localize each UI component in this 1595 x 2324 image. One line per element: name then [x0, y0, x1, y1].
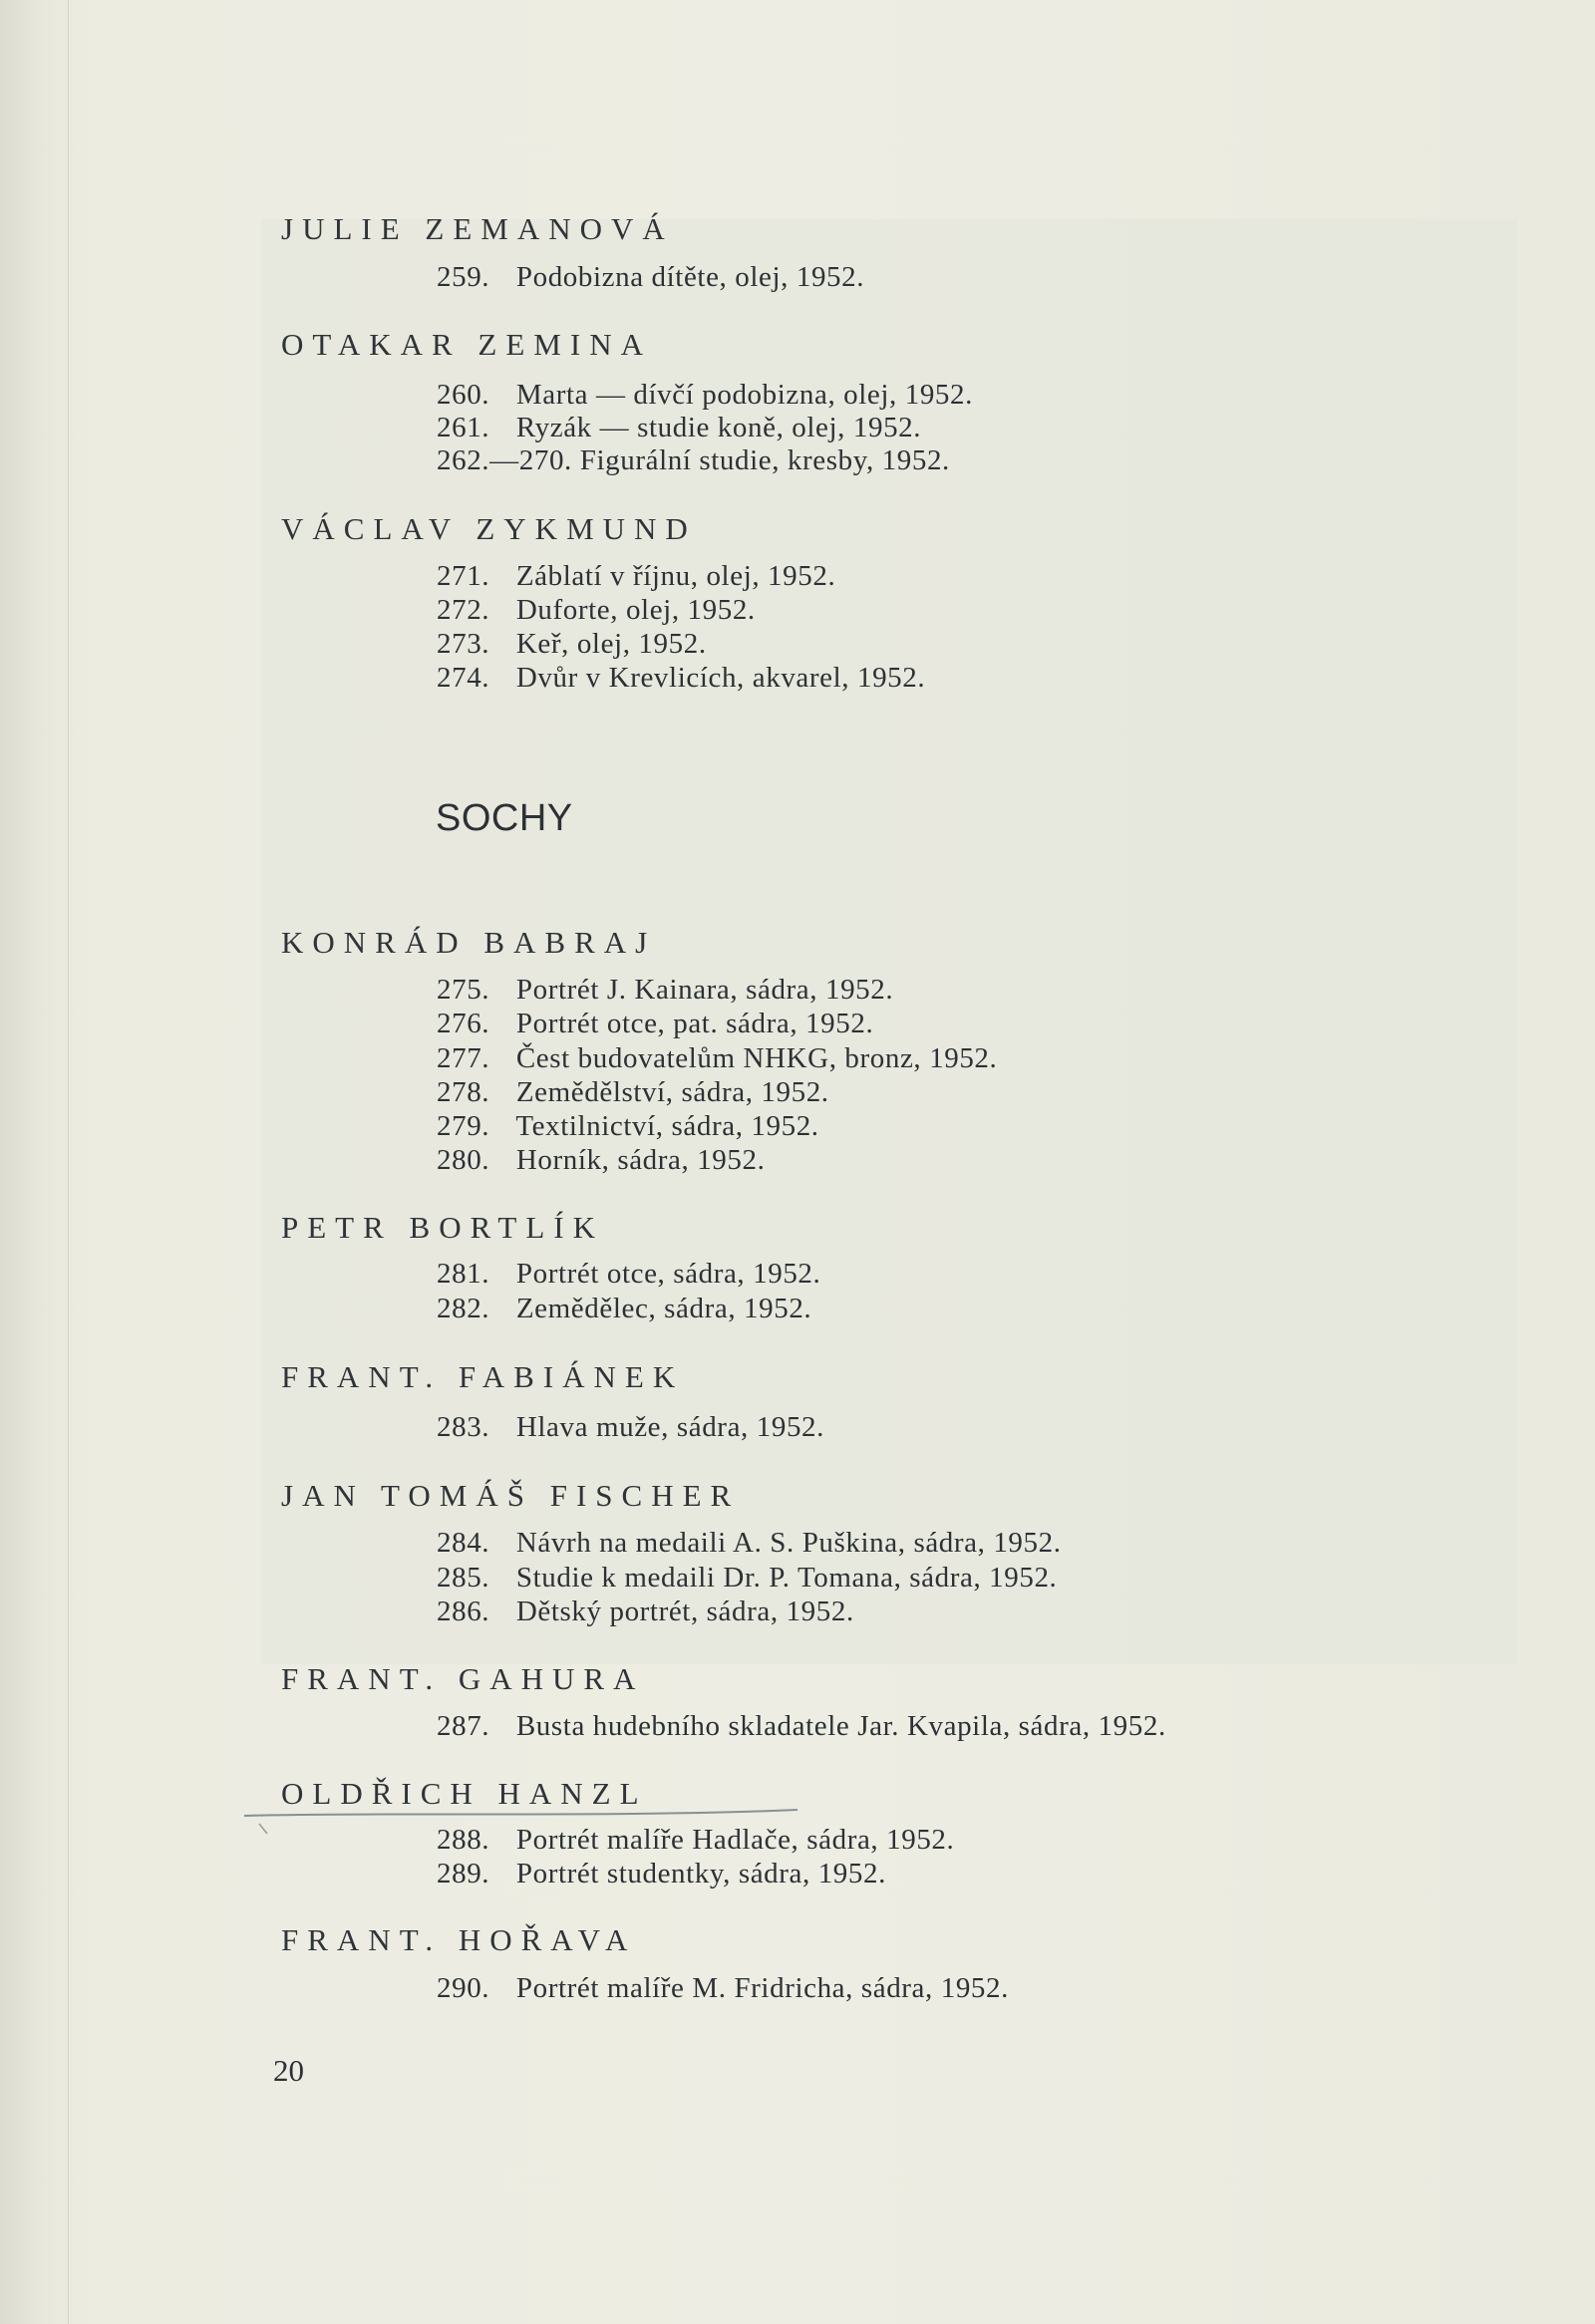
entry-title: Ryzák — studie koně, olej, 1952. [515, 412, 922, 443]
entry-title: Studie k medaili Dr. P. Tomana, sádra, 1952. [515, 1562, 1058, 1594]
entry-number: 280. [437, 1144, 490, 1176]
entry-title: Portrét malíře Hadlače, sádra, 1952. [515, 1824, 955, 1856]
entry-number: 271. [437, 560, 490, 592]
artist-heading: FRANT. HOŘAVA [281, 1922, 637, 1957]
entry-title: Portrét J. Kainara, sádra, 1952. [515, 974, 894, 1006]
entry-number: 272. [437, 594, 490, 626]
artist-heading: OLDŘICH HANZL [281, 1776, 648, 1811]
artist-heading: JULIE ZEMANOVÁ [281, 211, 674, 246]
artist-heading: FRANT. FABIÁNEK [281, 1359, 685, 1394]
entry-number: 281. [437, 1258, 490, 1290]
entry-number: 278. [437, 1076, 490, 1108]
entry-number: 287. [437, 1710, 490, 1742]
entry-number: 282. [437, 1293, 490, 1324]
entry-number: 276. [437, 1008, 490, 1039]
entry-number: 259. [437, 261, 490, 293]
entry-number: 273. [437, 628, 490, 660]
entry-title: Zemědělství, sádra, 1952. [515, 1076, 829, 1108]
artist-heading: OTAKAR ZEMINA [281, 327, 652, 362]
entry-title: Portrét otce, sádra, 1952. [515, 1258, 821, 1290]
entry-title: Duforte, olej, 1952. [515, 594, 756, 626]
entry-title: Záblatí v říjnu, olej, 1952. [515, 560, 836, 592]
artist-heading: PETR BORTLÍK [281, 1210, 605, 1245]
entry-title: Marta — dívčí podobizna, olej, 1952. [515, 379, 973, 411]
entry-number: 260. [437, 379, 490, 411]
entry-title: Portrét otce, pat. sádra, 1952. [515, 1008, 874, 1039]
artist-heading: FRANT. GAHURA [281, 1661, 645, 1696]
entry-number: 289. [437, 1858, 490, 1889]
entry-number: 283. [437, 1411, 490, 1443]
entry-title: Hlava muže, sádra, 1952. [515, 1411, 824, 1443]
entry-number: 277. [437, 1042, 490, 1074]
entry-title: Textilnictví, sádra, 1952. [515, 1110, 819, 1142]
section-title: SOCHY [436, 797, 573, 839]
entry-number: 290. [437, 1972, 490, 2004]
entry-number: 284. [437, 1527, 490, 1559]
entry-number: 262.—270. [437, 444, 572, 476]
artist-heading: VÁCLAV ZYKMUND [281, 511, 697, 546]
entry-title: Keř, olej, 1952. [515, 628, 707, 660]
entry-title: Portrét studentky, sádra, 1952. [515, 1858, 886, 1889]
entry-number: 261. [437, 412, 490, 443]
entry-number: 274. [437, 662, 490, 694]
entry-title: Portrét malíře M. Fridricha, sádra, 1952. [515, 1972, 1009, 2004]
artist-heading: KONRÁD BABRAJ [281, 925, 657, 960]
entry-title: Podobizna dítěte, olej, 1952. [515, 261, 865, 293]
entry-title: Horník, sádra, 1952. [515, 1144, 766, 1176]
entry-title: Čest budovatelům NHKG, bronz, 1952. [515, 1042, 998, 1074]
entry-number: 285. [437, 1562, 490, 1594]
pen-stroke-tick [259, 1824, 267, 1834]
entry-title: Busta hudebního skladatele Jar. Kvapila, sádra, 1952. [515, 1710, 1166, 1742]
entry-title: Návrh na medaili A. S. Puškina, sádra, 1952. [515, 1527, 1062, 1559]
entry-title: Dětský portrét, sádra, 1952. [515, 1596, 854, 1627]
entry-title: Dvůr v Krevlicích, akvarel, 1952. [515, 662, 926, 694]
entry-number: 279. [437, 1110, 490, 1142]
pen-stroke-line [244, 1810, 798, 1816]
entry-number: 286. [437, 1596, 490, 1627]
entry-number: 288. [437, 1824, 490, 1856]
entry-title: Zemědělec, sádra, 1952. [515, 1293, 812, 1324]
artist-heading: JAN TOMÁŠ FISCHER [281, 1478, 741, 1513]
entry-title: Figurální studie, kresby, 1952. [579, 444, 950, 476]
page-number: 20 [273, 2053, 304, 2088]
entry-number: 275. [437, 974, 490, 1006]
